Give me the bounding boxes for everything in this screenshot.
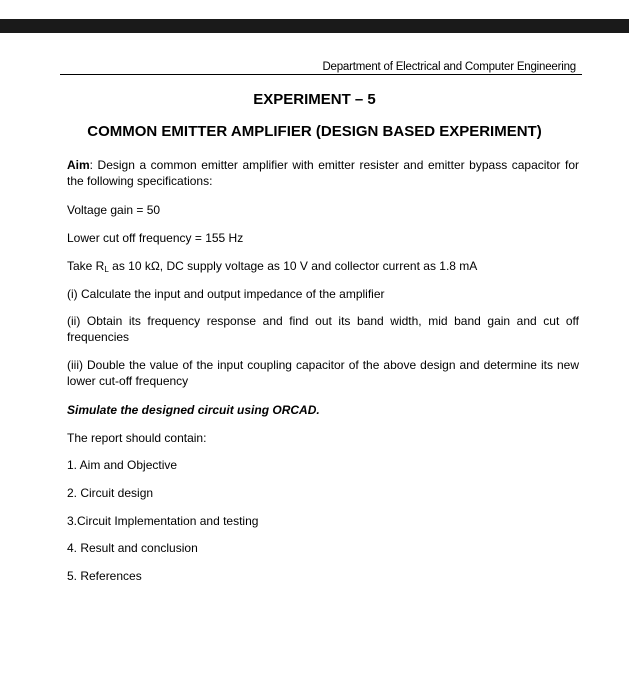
simulate-instruction: Simulate the designed circuit using ORCAD.	[67, 403, 320, 417]
spec-voltage-gain: Voltage gain = 50	[67, 203, 161, 217]
aim-paragraph	[67, 157, 579, 189]
report-item-2: 2. Circuit design	[67, 486, 154, 500]
take-suffix: as 10 kΩ, DC supply voltage as 10 V and collector current as 1.8 mA	[108, 259, 478, 273]
report-item-3: 3.Circuit Implementation and testing	[67, 514, 259, 528]
spec-load-supply	[67, 258, 579, 274]
rl-subscript: L	[104, 265, 109, 274]
experiment-subtitle: COMMON EMITTER AMPLIFIER (DESIGN BASED EXPERIMENT)	[87, 123, 542, 140]
report-intro: The report should contain:	[67, 431, 207, 445]
report-item-1: 1. Aim and Objective	[67, 458, 178, 472]
department-header: Department of Electrical and Computer Engineering	[322, 61, 576, 73]
aim-label: Aim	[67, 158, 90, 172]
top-dark-bar	[0, 19, 629, 33]
aim-text: : Design a common emitter amplifier with emitter resister and emitter bypass capacitor for the following specifications:	[67, 158, 579, 188]
task-1: (i) Calculate the input and output impedance of the amplifier	[67, 287, 385, 301]
report-item-5: 5. References	[67, 569, 142, 583]
report-item-4: 4. Result and conclusion	[67, 541, 198, 555]
task-2: (ii) Obtain its frequency response and find out its band width, mid band gain and cut off frequencies	[67, 314, 579, 344]
task-3: (iii) Double the value of the input coupling capacitor of the above design and determine its new lower cut-off frequency	[67, 358, 579, 388]
header-rule	[60, 74, 582, 75]
take-prefix: Take R	[67, 259, 105, 273]
experiment-title: EXPERIMENT – 5	[253, 91, 376, 108]
spec-cutoff-frequency: Lower cut off frequency = 155 Hz	[67, 231, 244, 245]
